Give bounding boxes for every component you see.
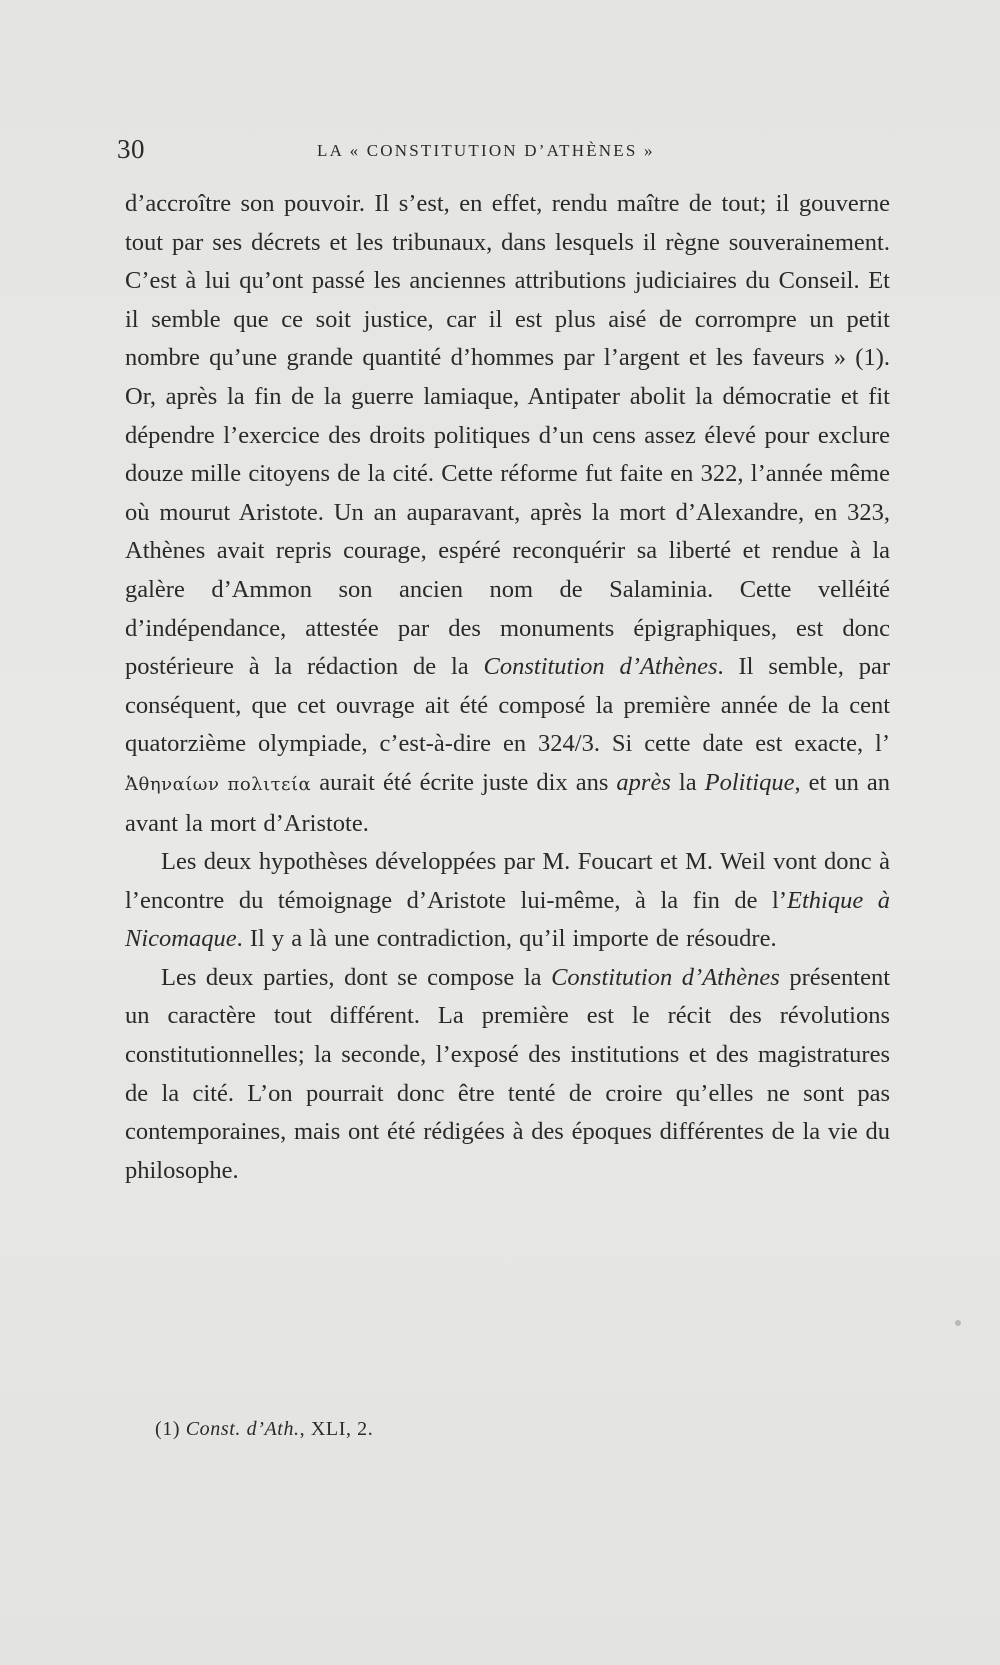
greek-title: Ἀθηναίων πολιτεία: [125, 773, 312, 795]
paragraph-2-text-b: . Il y a là une contradiction, qu’il importe de résoudre.: [236, 925, 777, 953]
paper-speck: [955, 1320, 961, 1326]
italic-title-ethique: Ethique à Nicomaque: [125, 886, 890, 953]
paragraph-3: [125, 959, 890, 1191]
italic-title-politique: Politique: [704, 768, 795, 796]
paragraph-1-text-e: , et un an avant la mort d’Aristote.: [125, 768, 890, 837]
paragraph-1: [125, 185, 890, 843]
paragraph-1-text-b: . Il semble, par conséquent, que cet ouvrage ait été composé la première année de la cent quatorzième olympiade, c’est-à-dire en 324/3. Si cette date est exacte, l’: [125, 653, 890, 758]
italic-apres: après: [616, 768, 671, 796]
paragraph-1-text-c: aurait été écrite juste dix ans: [311, 768, 617, 796]
page-header: [117, 134, 887, 168]
running-title: LA « CONSTITUTION D’ATHÈNES »: [317, 141, 655, 160]
footnote-reference: , XLI, 2.: [299, 1418, 374, 1440]
footnote: [155, 1418, 373, 1441]
paragraph-1-text-a: d’accroître son pouvoir. Il s’est, en effet, rendu maître de tout; il gouverne tout par ses décrets et les tribunaux, dans lesquels il règne souverainement. C’est à lui qu’ont passé les anciennes attributions judiciaires du Conseil. Et il semble que ce soit justice, car il est plus aisé de corrompre un petit nombre qu’une grande quantité d’hommes par l’argent et les faveurs » (1). Or, après la fin de la guerre lamiaque, Antipater abolit la démocratie et fit dépendre l’exercice des droits politiques d’un cens assez élevé pour exclure douze mille citoyens de la cité. Cette réforme fut faite en 322, l’année même où mourut Aristote. Un an auparavant, après la mort d’Alexandre, en 323, Athènes avait repris courage, espéré reconquérir sa liberté et rendue à la galère d’Ammon son ancien nom de Salaminia. Cette velléité d’indépendance, attestée par des monuments épigraphiques, est donc postérieure à la rédaction de la: [125, 190, 890, 681]
paragraph-2: [125, 843, 890, 959]
paragraph-2-text-a: Les deux hypothèses développées par M. Foucart et M. Weil vont donc à l’encontre du témoignage d’Aristote lui-même, à la fin de l’: [125, 848, 890, 914]
italic-title-constitution: Constitution d’Athènes: [483, 653, 718, 681]
paragraph-3-text-a: Les deux parties, dont se compose la: [161, 963, 552, 991]
body-text: [125, 185, 890, 1190]
page-number: 30: [117, 134, 145, 164]
paragraph-3-text-b: présentent un caractère tout différent. La première est le récit des révolutions constitutionnelles; la seconde, l’exposé des institutions et des magistratures de la cité. L’on pourrait donc être tenté de croire qu’elles ne sont pas contemporaines, mais ont été rédigées à des époques différentes de la vie du philosophe.: [125, 963, 891, 1184]
italic-title-constitution-2: Constitution d’Athènes: [551, 963, 780, 991]
footnote-marker: (1): [155, 1418, 186, 1440]
paragraph-1-text-d: la: [670, 768, 705, 796]
footnote-italic-source: Const. d’Ath.: [185, 1418, 300, 1440]
